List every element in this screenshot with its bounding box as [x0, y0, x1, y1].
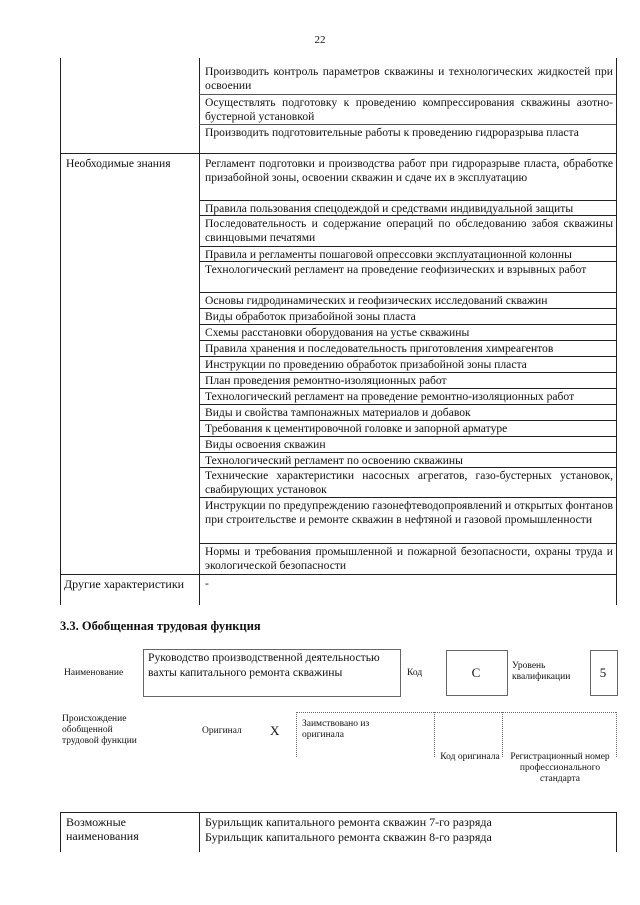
page-number: 22	[314, 34, 326, 46]
origin-divider	[434, 712, 435, 757]
possible-name-item: Бурильщик капитального ремонта скважин 7-го разряда	[205, 815, 492, 829]
row-divider	[199, 404, 616, 405]
origin-code-label: Код оригинала	[440, 752, 500, 762]
names-left-border	[60, 812, 61, 852]
original-label: Оригинал	[202, 726, 242, 736]
row-divider	[199, 308, 616, 309]
knowledge-item: Виды освоения скважин	[205, 438, 326, 451]
possible-names-label: Возможные наименования	[66, 815, 139, 843]
knowledge-item: Нормы и требования промышленной и пожарной безопасности, охраны труда и экологической безопасности	[205, 545, 613, 572]
row-divider	[199, 420, 616, 421]
table-row-divider	[60, 153, 616, 154]
original-mark: X	[270, 723, 280, 738]
section-title: 3.3. Обобщенная трудовая функция	[60, 619, 261, 633]
row-divider	[199, 388, 616, 389]
possible-name-item: Бурильщик капитального ремонта скважин 8-го разряда	[205, 830, 492, 844]
origin-divider	[296, 712, 297, 757]
row-divider	[199, 436, 616, 437]
knowledge-item: Инструкции по проведению обработок призабойной зоны пласта	[205, 358, 527, 371]
knowledge-item: Последовательность и содержание операций по обследованию забоя скважины свинцовыми печатями	[205, 217, 613, 244]
row-divider	[199, 543, 616, 544]
borrowed-label: Заимствовано из оригинала	[302, 719, 370, 740]
names-right-border	[616, 812, 617, 852]
knowledge-item: Технологический регламент на проведение геофизических и взрывных работ	[205, 263, 587, 276]
table-column-divider	[199, 58, 200, 605]
skill-item: Осуществлять подготовку к проведению компрессирования скважины азотно-бустерной установкой	[205, 96, 613, 123]
row-divider	[199, 94, 616, 95]
level-value: 5	[599, 665, 607, 680]
knowledge-item: Основы гидродинамических и геофизических исследований скважин	[205, 294, 548, 307]
names-divider	[199, 812, 200, 852]
origin-top-border	[296, 712, 616, 713]
row-divider	[199, 497, 616, 498]
row-divider	[199, 452, 616, 453]
knowledge-item: Технические характеристики насосных агрегатов, газо-бустерных установок, свабирующих установок	[205, 469, 613, 496]
knowledge-item: Правила пользования спецодеждой и средствами индивидуальной защиты	[205, 202, 574, 215]
name-value: Руководство производственной деятельностью вахты капитального ремонта скважины	[148, 651, 380, 679]
knowledge-item: Виды и свойства тампонажных материалов и добавок	[205, 406, 471, 419]
row-divider	[199, 372, 616, 373]
table-row-divider	[60, 574, 616, 575]
row-divider	[199, 340, 616, 341]
origin-divider	[616, 712, 617, 757]
row-divider	[199, 356, 616, 357]
origin-label: Происхождение обобщенной трудовой функции	[62, 714, 137, 746]
row-divider	[199, 261, 616, 262]
knowledge-item: Регламент подготовки и производства работ при гидроразрыве пласта, обработке призабойной зоны, освоении скважин и сдаче их в эксплуатацию	[205, 157, 613, 184]
knowledge-item: Инструкции по предупреждению газонефтеводопроявлений и открытых фонтанов при строительстве и ремонте скважин в нефтяной и газовой промышленности	[205, 499, 613, 526]
knowledge-item: Правила и регламенты пошаговой опрессовки эксплуатационной колонны	[205, 248, 572, 261]
other-characteristics-value: -	[205, 577, 209, 590]
code-value: C	[471, 665, 481, 680]
name-label: Наименование	[64, 668, 124, 678]
knowledge-label: Необходимые знания	[66, 157, 171, 170]
row-divider	[199, 246, 616, 247]
row-divider	[199, 324, 616, 325]
row-divider	[199, 215, 616, 216]
table-right-border	[616, 58, 617, 605]
row-divider	[199, 292, 616, 293]
row-divider	[199, 467, 616, 468]
code-label: Код	[407, 668, 423, 678]
knowledge-item: Виды обработок призабойной зоны пласта	[205, 310, 416, 323]
skill-item: Производить подготовительные работы к проведению гидроразрыва пласта	[205, 126, 579, 139]
other-characteristics-label: Другие характеристики	[64, 577, 185, 591]
table-left-border	[60, 58, 61, 605]
knowledge-item: План проведения ремонтно-изоляционных работ	[205, 374, 447, 387]
row-divider	[199, 200, 616, 201]
knowledge-item: Технологический регламент на проведение ремонтно-изоляционных работ	[205, 390, 575, 403]
row-divider	[199, 124, 616, 125]
knowledge-item: Технологический регламент по освоению скважины	[205, 454, 463, 467]
knowledge-item: Правила хранения и последовательность приготовления химреагентов	[205, 342, 554, 355]
skill-item: Производить контроль параметров скважины и технологических жидкостей при освоении	[205, 65, 613, 92]
origin-divider	[502, 712, 503, 757]
level-label: Уровень квалификации	[512, 661, 571, 682]
names-top-border	[60, 812, 616, 813]
knowledge-item: Схемы расстановки оборудования на устье скважины	[205, 326, 470, 339]
knowledge-item: Требования к цементировочной головке и запорной арматуре	[205, 422, 508, 435]
reg-number-label: Регистрационный номер профессионального стандарта	[510, 752, 610, 784]
